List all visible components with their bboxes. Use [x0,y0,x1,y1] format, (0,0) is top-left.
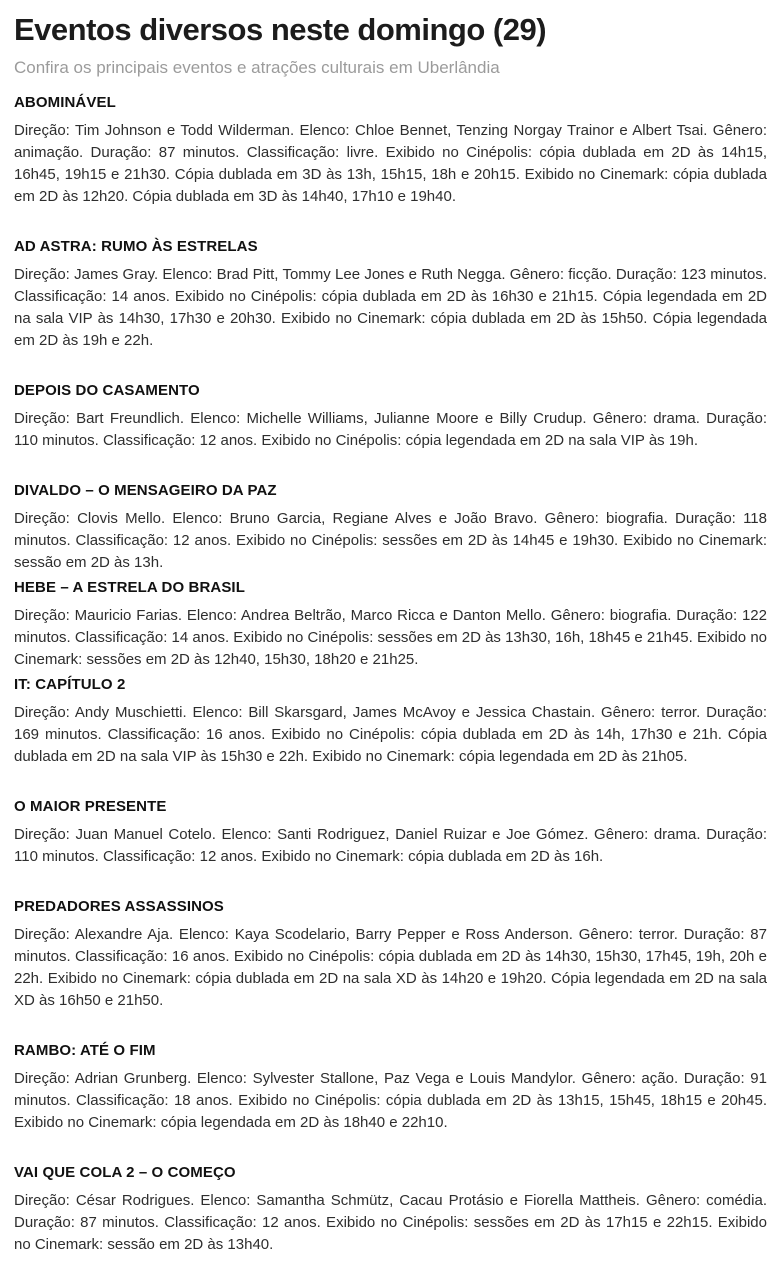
event-description: Direção: Mauricio Farias. Elenco: Andrea Beltrão, Marco Ricca e Danton Mello. Gênero: biografia. Duração: 122 minutos. Classificação: 14 anos. Exibido no Cinépolis: sessões em 2D às 13h30, 16h, 18h45 e 21h45. Exibido no Cinemark: sessões em 2D às 12h40, 15h30, 18h20 e 21h25. [14,606,767,668]
event-section-o-maior-presente [14,798,767,868]
event-description: Direção: Adrian Grunberg. Elenco: Sylvester Stallone, Paz Vega e Louis Mandylor. Gênero: ação. Duração: 91 minutos. Classificação: 18 anos. Exibido no Cinépolis: cópia dublada em 2D às 13h15, 15h45, 18h15 e 20h45. Exibido no Cinemark: cópia legendada em 2D às 18h40 e 22h10. [14,1069,767,1131]
page-subtitle: Confira os principais eventos e atrações culturais em Uberlândia [14,57,500,77]
event-section-depois-do-casamento [14,382,767,452]
event-section-predadores-assassinos [14,898,767,1012]
event-section-hebe [14,579,767,671]
event-description: Direção: Clovis Mello. Elenco: Bruno Garcia, Regiane Alves e João Bravo. Gênero: biografia. Duração: 118 minutos. Classificação: 12 anos. Exibido no Cinépolis: sessões em 2D às 14h45 e 19h30. Exibido no Cinemark: sessão em 2D às 13h. [14,509,767,571]
event-description: Direção: César Rodrigues. Elenco: Samantha Schmütz, Cacau Protásio e Fiorella Mattheis. Gênero: comédia. Duração: 87 minutos. Classificação: 12 anos. Exibido no Cinépolis: sessões em 2D às 17h15 e 22h15. Exibido no Cinemark: sessão em 2D às 13h40. [14,1191,767,1253]
event-description: Direção: Alexandre Aja. Elenco: Kaya Scodelario, Barry Pepper e Ross Anderson. Gênero: terror. Duração: 87 minutos. Classificação: 16 anos. Exibido no Cinépolis: cópia dublada em 2D às 14h30, 15h30, 17h45, 19h, 20h e 22h. Exibido no Cinemark: cópia dublada em 2D na sala XD às 14h20 e 19h20. Cópia legendada em 2D na sala XD às 16h50 e 21h50. [14,925,767,1009]
event-section-rambo [14,1042,767,1134]
event-title: ABOMINÁVEL [14,93,116,111]
event-title: VAI QUE COLA 2 – O COMEÇO [14,1163,236,1181]
event-title: HEBE – A ESTRELA DO BRASIL [14,578,245,596]
event-section-vai-que-cola-2 [14,1164,767,1256]
event-description: Direção: Tim Johnson e Todd Wilderman. Elenco: Chloe Bennet, Tenzing Norgay Trainor e Albert Tsai. Gênero: animação. Duração: 87 minutos. Classificação: livre. Exibido no Cinépolis: cópia dublada em 2D às 14h15, 16h45, 19h15 e 21h30. Cópia dublada em 3D às 13h, 15h15, 18h e 20h15. Exibido no Cinemark: cópia dublada em 2D às 12h20. Cópia dublada em 3D às 14h40, 17h10 e 19h40. [14,121,767,205]
page-title: Eventos diversos neste domingo (29) [14,12,547,47]
event-section-it-capitulo-2 [14,676,767,768]
event-description: Direção: Bart Freundlich. Elenco: Michelle Williams, Julianne Moore e Billy Crudup. Gênero: drama. Duração: 110 minutos. Classificação: 12 anos. Exibido no Cinépolis: cópia legendada em 2D na sala VIP às 19h. [14,409,767,449]
event-description: Direção: Juan Manuel Cotelo. Elenco: Santi Rodriguez, Daniel Ruizar e Joe Gómez. Gênero: drama. Duração: 110 minutos. Classificação: 12 anos. Exibido no Cinemark: cópia dublada em 2D às 16h. [14,825,767,865]
event-description: Direção: James Gray. Elenco: Brad Pitt, Tommy Lee Jones e Ruth Negga. Gênero: ficção. Duração: 123 minutos. Classificação: 14 anos. Exibido no Cinépolis: cópia dublada em 2D às 16h30 e 21h15. Cópia legendada em 2D na sala VIP às 14h30, 17h30 e 20h30. Exibido no Cinemark: cópia dublada em 2D às 15h50. Cópia legendada em 2D às 19h e 22h. [14,265,767,349]
event-title: AD ASTRA: RUMO ÀS ESTRELAS [14,237,258,255]
event-section-abominavel [14,94,767,208]
event-title: O MAIOR PRESENTE [14,797,167,815]
event-title: DIVALDO – O MENSAGEIRO DA PAZ [14,481,277,499]
event-title: IT: CAPÍTULO 2 [14,675,126,693]
event-description: Direção: Andy Muschietti. Elenco: Bill Skarsgard, James McAvoy e Jessica Chastain. Gênero: terror. Duração: 169 minutos. Classificação: 16 anos. Exibido no Cinépolis: cópia dublada em 2D às 14h, 17h30 e 21h. Cópia dublada em 2D na sala VIP às 15h30 e 22h. Exibido no Cinemark: cópia legendada em 2D às 21h05. [14,703,767,765]
event-title: PREDADORES ASSASSINOS [14,897,224,915]
event-section-ad-astra [14,238,767,352]
event-title: DEPOIS DO CASAMENTO [14,381,200,399]
event-title: RAMBO: ATÉ O FIM [14,1041,156,1059]
event-section-divaldo [14,482,767,574]
